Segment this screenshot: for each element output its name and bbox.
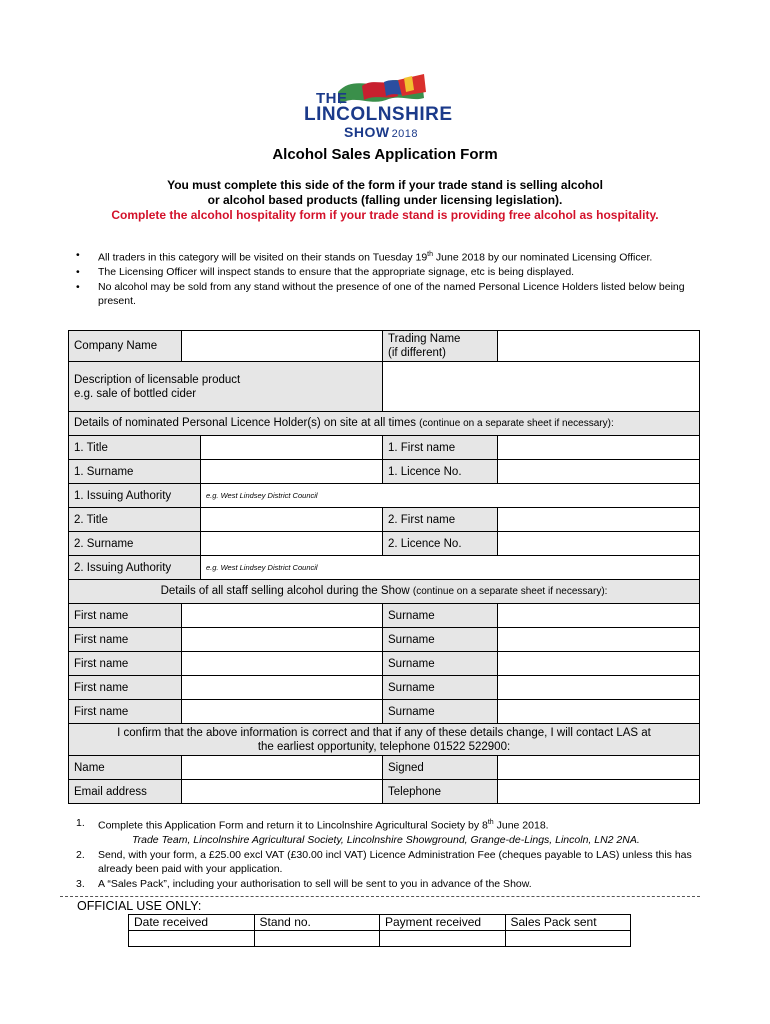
instructions-list	[76, 816, 716, 891]
title-2-label: 2. Title	[69, 508, 201, 532]
company-name-field[interactable]	[182, 331, 383, 362]
staff-surname-label: Surname	[383, 652, 498, 676]
trading-name-label: Trading Name (if different)	[383, 331, 498, 362]
staff-header: Details of all staff selling alcohol during the Show (continue on a separate sheet if necessary):	[69, 580, 700, 604]
payment-received-header: Payment received	[380, 915, 506, 931]
surname-1-label: 1. Surname	[69, 460, 201, 484]
staff-first-name-field[interactable]	[182, 652, 383, 676]
stand-no-header: Stand no.	[254, 915, 380, 931]
date-received-field[interactable]	[129, 931, 255, 947]
staff-first-name-label: First name	[69, 604, 182, 628]
intro-red-notice: Complete the alcohol hospitality form if your trade stand is providing free alcohol as hospitality.	[111, 208, 659, 222]
name-field[interactable]	[182, 756, 383, 780]
telephone-label: Telephone	[383, 780, 498, 804]
logo-year: 2018	[391, 128, 419, 140]
first-name-1-field[interactable]	[498, 436, 700, 460]
licence-no-1-field[interactable]	[498, 460, 700, 484]
staff-surname-label: Surname	[383, 700, 498, 724]
logo-lincolnshire: LINCOLNSHIRE	[304, 104, 453, 125]
trading-name-field[interactable]	[498, 331, 700, 362]
description-field[interactable]	[383, 362, 700, 412]
staff-first-name-label: First name	[69, 676, 182, 700]
staff-first-name-label: First name	[69, 652, 182, 676]
issuing-authority-2-label: 2. Issuing Authority	[69, 556, 201, 580]
staff-first-name-field[interactable]	[182, 604, 383, 628]
title-1-label: 1. Title	[69, 436, 201, 460]
licence-no-1-label: 1. Licence No.	[383, 460, 498, 484]
info-bullets	[76, 248, 686, 309]
intro-line-1: You must complete this side of the form if your trade stand is selling alcohol	[167, 178, 603, 192]
issuing-authority-2-field[interactable]	[201, 556, 700, 580]
licence-no-2-label: 2. Licence No.	[383, 532, 498, 556]
staff-first-name-field[interactable]	[182, 676, 383, 700]
sales-pack-sent-header: Sales Pack sent	[505, 915, 631, 931]
title-1-field[interactable]	[201, 436, 383, 460]
list-item: 3. A “Sales Pack”, including your authorisation to sell will be sent to you in advance of the Show.	[76, 877, 532, 890]
date-received-header: Date received	[129, 915, 255, 931]
staff-first-name-label: First name	[69, 628, 182, 652]
staff-surname-label: Surname	[383, 628, 498, 652]
society-address: Trade Team, Lincolnshire Agricultural Society, Lincolnshire Showground, Grange-de-Lings, Lincoln, LN2 2NA.	[132, 834, 640, 846]
official-use-table	[128, 914, 631, 947]
name-label: Name	[69, 756, 182, 780]
list-item: 2. Send, with your form, a £25.00 excl VAT (£30.00 incl VAT) Licence Administration Fee (cheques payable to LAS) unless this has already been paid with your application.	[76, 848, 692, 875]
page-title: Alcohol Sales Application Form	[272, 146, 498, 163]
staff-surname-field[interactable]	[498, 652, 700, 676]
list-item: • The Licensing Officer will inspect stands to ensure that the appropriate signage, etc is being displayed.	[76, 265, 686, 280]
email-label: Email address	[69, 780, 182, 804]
cut-line-divider	[60, 896, 700, 897]
staff-surname-field[interactable]	[498, 676, 700, 700]
confirmation-statement: I confirm that the above information is correct and that if any of these details change, I will contact LAS at the earliest opportunity, telephone 01522 522900:	[69, 724, 700, 756]
staff-surname-label: Surname	[383, 676, 498, 700]
surname-1-field[interactable]	[201, 460, 383, 484]
intro-line-2: or alcohol based products (falling under licensing legislation).	[207, 193, 563, 207]
list-item: • All traders in this category will be visited on their stands on Tuesday 19th June 2018 by our nominated Licensing Officer.	[76, 248, 686, 265]
logo-the: THE	[316, 90, 348, 107]
first-name-2-field[interactable]	[498, 508, 700, 532]
surname-2-label: 2. Surname	[69, 532, 201, 556]
staff-first-name-label: First name	[69, 700, 182, 724]
logo-show: SHOW 2018	[344, 124, 419, 140]
issuing-authority-1-label: 1. Issuing Authority	[69, 484, 201, 508]
signed-label: Signed	[383, 756, 498, 780]
issuing-authority-1-example: e.g. West Lindsey District Council	[206, 491, 318, 500]
payment-received-field[interactable]	[380, 931, 506, 947]
email-field[interactable]	[182, 780, 383, 804]
staff-first-name-field[interactable]	[182, 628, 383, 652]
title-2-field[interactable]	[201, 508, 383, 532]
issuing-authority-2-example: e.g. West Lindsey District Council	[206, 563, 318, 572]
licence-holder-header: Details of nominated Personal Licence Holder(s) on site at all times (continue on a separate sheet if necessary):	[69, 412, 700, 436]
application-form-table	[68, 330, 700, 804]
official-use-label: OFFICIAL USE ONLY:	[77, 899, 202, 913]
staff-surname-label: Surname	[383, 604, 498, 628]
first-name-1-label: 1. First name	[383, 436, 498, 460]
licence-no-2-field[interactable]	[498, 532, 700, 556]
first-name-2-label: 2. First name	[383, 508, 498, 532]
stand-no-field[interactable]	[254, 931, 380, 947]
telephone-field[interactable]	[498, 780, 700, 804]
staff-surname-field[interactable]	[498, 628, 700, 652]
list-item: 1. Complete this Application Form and return it to Lincolnshire Agricultural Society by 8th June 2018. Trade Team, Lincolnshire Agricultural Society, Lincolnshire Showground, Grange-de-Lings, Lincoln, LN2 2NA.	[76, 816, 716, 848]
surname-2-field[interactable]	[201, 532, 383, 556]
staff-first-name-field[interactable]	[182, 700, 383, 724]
issuing-authority-1-field[interactable]	[201, 484, 700, 508]
show-logo	[300, 72, 460, 142]
company-name-label: Company Name	[69, 331, 182, 362]
staff-surname-field[interactable]	[498, 700, 700, 724]
signed-field[interactable]	[498, 756, 700, 780]
staff-surname-field[interactable]	[498, 604, 700, 628]
list-item: • No alcohol may be sold from any stand without the presence of one of the named Personal Licence Holders listed below being present.	[76, 280, 686, 309]
sales-pack-sent-field[interactable]	[505, 931, 631, 947]
description-label: Description of licensable product e.g. sale of bottled cider	[69, 362, 383, 412]
intro-text	[90, 178, 680, 223]
